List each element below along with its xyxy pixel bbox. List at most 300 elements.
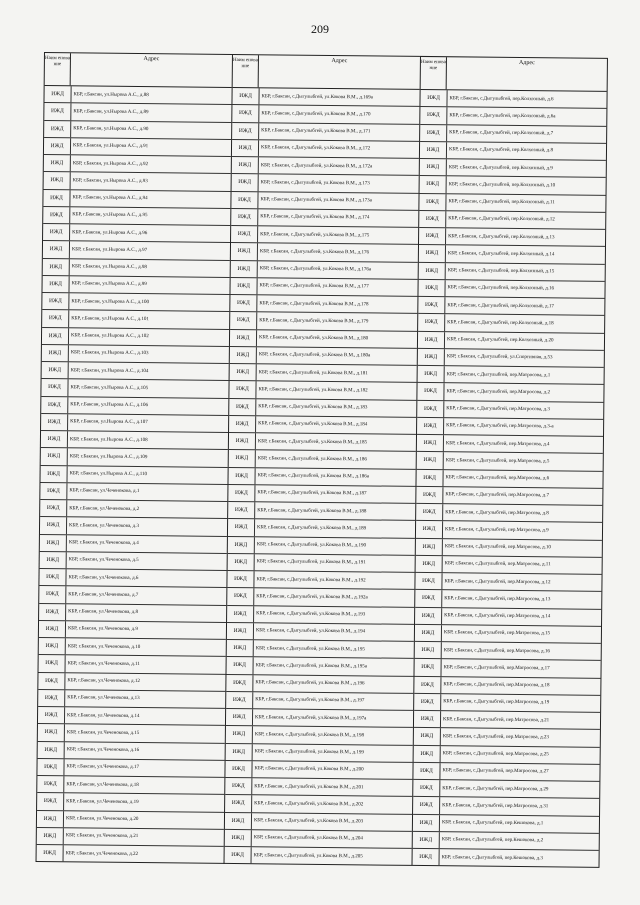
row-type: ИЖД — [44, 121, 71, 138]
table-row — [415, 590, 601, 609]
row-address: КБР, г.Баксан, с.Дыгулыбгей, ул.Кокова В.М., д.197 — [255, 697, 365, 704]
table-row — [44, 155, 231, 174]
row-type: ИЖД — [229, 398, 256, 415]
table-row — [413, 832, 599, 851]
rows-container — [37, 86, 232, 863]
row-type: ИЖД — [225, 778, 252, 795]
table-row — [225, 830, 412, 849]
table-row — [230, 329, 417, 348]
row-type: ИЖД — [420, 124, 447, 141]
table-row — [418, 297, 604, 316]
row-type: ИЖД — [40, 517, 67, 534]
row-address: КБР, г.Баксан, ул.Чеченокова, д.4 — [68, 540, 139, 547]
table-row — [39, 638, 226, 657]
row-address: КБР, г.Баксан, с.Дыгулыбгей, пер.Колхозный, д.13 — [448, 233, 555, 240]
row-type: ИЖД — [37, 776, 64, 793]
row-address: КБР, г.Баксан, с.Дыгулыбгей, ул.Кокова В.М., д.188 — [257, 507, 367, 515]
row-type: ИЖД — [415, 625, 442, 642]
table-row — [228, 502, 415, 521]
table-row — [414, 676, 600, 695]
table-row — [43, 207, 230, 226]
table-row — [419, 245, 605, 264]
row-type: ИЖД — [37, 845, 64, 862]
row-type: ИЖД — [42, 345, 69, 362]
row-type: ИЖД — [43, 190, 70, 207]
row-address: КБР, г.Баксан, с.Дыгулыбгей, ул.Кокова В.М., д.187 — [257, 490, 367, 497]
table-row — [230, 312, 417, 331]
row-type: ИЖД — [418, 280, 445, 297]
row-type: ИЖД — [227, 605, 254, 622]
row-type: ИЖД — [225, 830, 252, 847]
table-row — [413, 814, 599, 833]
row-type: ИЖД — [415, 573, 442, 590]
page-number: 209 — [311, 22, 329, 36]
table-row — [227, 571, 414, 590]
row-type: ИЖД — [42, 310, 69, 327]
row-address: КБР, г.Баксан, ул.Чеченокова, д.17 — [66, 764, 139, 771]
row-address: КБР, г.Баксан, ул.Чеченокова, д.1 — [69, 488, 140, 495]
row-address: КБР, г.Баксан, с.Дыгулыбгей, ул.Кокова В.М., д.180 — [258, 335, 369, 342]
table-row — [43, 258, 230, 277]
row-address: КБР, г.Баксан, ул.Чеченокова, д.20 — [65, 816, 139, 823]
row-type: ИЖД — [231, 226, 258, 243]
table-row — [415, 625, 601, 644]
table-row — [417, 400, 603, 419]
row-type: ИЖД — [228, 467, 255, 484]
row-type: ИЖД — [43, 241, 70, 258]
row-address: КБР, г.Баксан, с.Дыгулыбгей, ул.Кокова В.М., д.172а — [260, 162, 373, 170]
row-type: ИЖД — [39, 603, 66, 620]
table-row — [41, 379, 228, 398]
row-address: КБР, г.Баксан, с.Дыгулыбгей, пер.Матросова, д.11 — [444, 561, 551, 568]
row-type: ИЖД — [38, 690, 65, 707]
table-row — [232, 122, 419, 141]
row-type: ИЖД — [416, 556, 443, 573]
row-address: КБР, г.Баксан, с.Дыгулыбгей, ул.Кокова В.М., д.201 — [254, 783, 364, 791]
table-row — [420, 159, 606, 178]
table-row — [229, 433, 416, 452]
table-row — [41, 431, 228, 450]
row-address: КБР, г.Баксан, ул.Чеченокова, д.14 — [67, 712, 140, 719]
row-type: ИЖД — [414, 659, 441, 676]
address-register — [36, 52, 608, 868]
row-address: КБР, г.Баксан, с.Дыгулыбгей, ул.Кокова В.М., д.192а — [256, 594, 368, 601]
row-type: ИЖД — [232, 122, 259, 139]
row-address: КБР, г.Баксан, с.Дыгулыбгей, пер.Матросова, д.14 — [444, 613, 551, 620]
row-address: КБР, г.Баксан, ул.Чеченокова, д.21 — [65, 833, 139, 840]
row-address: КБР, г.Баксан, с.Дыгулыбгей, пер.Матросова, д.19 — [443, 699, 550, 706]
row-address: КБР, г.Баксан, ул.Чеченокова, д.8 — [68, 609, 139, 616]
header-address: Адрес — [331, 58, 348, 65]
table-row — [228, 536, 415, 555]
row-type: ИЖД — [232, 88, 259, 105]
table-row — [417, 418, 603, 437]
row-type: ИЖД — [417, 452, 444, 469]
row-type: ИЖД — [227, 640, 254, 657]
row-type: ИЖД — [231, 260, 258, 277]
row-address: КБР, г.Баксан, ул.Нырова А.С., д.102 — [71, 333, 149, 340]
row-address: КБР, г.Баксан, с.Дыгулыбгей, ул.Кокова В.М., д.191 — [256, 559, 366, 566]
row-address: КБР, г.Баксан, ул.Чеченокова, д.19 — [66, 799, 139, 805]
table-row — [226, 692, 413, 711]
table-row — [37, 793, 224, 812]
row-address: КБР, г.Баксан, с.Дыгулыбгей, пер.Колхозный, д.7 — [449, 130, 554, 137]
row-address: КБР, г.Баксан, с.Дыгулыбгей, ул.Кокова В.М., д.196 — [255, 680, 365, 687]
row-type: ИЖД — [414, 728, 441, 745]
row-address: КБР, г.Баксан, с.Дыгулыбгей, пер.Матросова, д.25 — [442, 751, 549, 758]
row-address: КБР, г.Баксан, с.Дыгулыбгей, ул.Спортивная, д.53 — [446, 354, 553, 361]
row-type: ИЖД — [227, 588, 254, 605]
row-address: КБР, г.Баксан, с.Дыгулыбгей, ул.Кокова В.М., д.202 — [254, 801, 364, 808]
row-type: ИЖД — [225, 847, 252, 864]
row-address: КБР, г.Баксан, с.Дыгулыбгей, ул.Кокова В.М., д.171 — [261, 128, 371, 135]
row-address: КБР, г.Баксан, с.Дыгулыбгей, ул.Кокова В.М., д.169а — [261, 93, 373, 101]
row-address: КБР, г.Баксан, с.Дыгулыбгей, ул.Кокова В.М., д.183 — [258, 404, 368, 411]
table-row — [226, 743, 413, 762]
row-address: КБР, г.Баксан, ул.Нырова А.С., д.97 — [71, 247, 148, 253]
row-address: КБР, г.Баксан, с.Дыгулыбгей, пер.Колхозный, д.12 — [448, 216, 555, 223]
table-row — [40, 483, 227, 502]
row-address: КБР, г.Баксан, с.Дыгулыбгей, пер.Колхозный, д.17 — [447, 302, 554, 309]
table-row — [416, 469, 602, 488]
row-type: ИЖД — [417, 418, 444, 435]
row-type: ИЖД — [413, 780, 440, 797]
row-type: ИЖД — [416, 521, 443, 538]
rows-container — [225, 88, 420, 865]
row-address: КБР, г.Баксан, ул.Нырова А.С., д.106 — [70, 402, 148, 409]
row-address: КБР, г.Баксан, с.Дыгулыбгей, ул.Кокова В.М., д.195 — [255, 645, 365, 653]
row-address: КБР, г.Баксан, с.Дыгулыбгей, ул.Кокова В.М., д.189 — [257, 525, 367, 532]
row-address: КБР, г.Баксан, с.Дыгулыбгей, ул.Кокова В.М., д.190 — [256, 542, 367, 549]
table-row — [42, 293, 229, 312]
table-row — [227, 640, 414, 659]
row-address: КБР, г.Баксан, с.Дыгулыбгей, ул.Кокова В.М., д.176а — [259, 266, 372, 273]
table-row — [225, 795, 412, 814]
table-row — [225, 847, 412, 865]
row-type: ИЖД — [39, 569, 66, 586]
row-address: КБР, г.Баксан, ул.Чеченокова, д.9 — [67, 626, 138, 633]
row-address: КБР, г.Баксан, ул.Чеченокова, д.18 — [66, 781, 139, 788]
row-address: КБР, г.Баксан, с.Дыгулыбгей, ул.Кокова В.М., д.198 — [254, 732, 365, 739]
row-address: КБР, г.Баксан, ул.Нырова А.С., д.101 — [71, 316, 149, 322]
row-type: ИЖД — [416, 469, 443, 486]
row-address: КБР, г.Баксан, с.Дыгулыбгей, пер.Матросова, д.3 — [446, 406, 550, 413]
table-row — [39, 569, 226, 588]
row-type: ИЖД — [416, 504, 443, 521]
row-type: ИЖД — [420, 159, 447, 176]
row-type: ИЖД — [232, 174, 259, 191]
row-address: КБР, г.Баксан, с.Дыгулыбгей, пер.Матросова, д.6 — [445, 475, 550, 482]
table-row — [226, 709, 413, 728]
row-type: ИЖД — [419, 211, 446, 228]
row-address: КБР, г.Баксан, с.Дыгулыбгей, пер.Колхозный, д.20 — [446, 337, 554, 344]
row-type: ИЖД — [37, 828, 64, 845]
row-type: ИЖД — [413, 814, 440, 831]
row-type: ИЖД — [39, 655, 66, 672]
row-type: ИЖД — [418, 297, 445, 314]
table-row — [229, 416, 416, 435]
table-row — [419, 211, 605, 230]
table-row — [229, 381, 416, 400]
table-row — [41, 414, 228, 433]
row-address: КБР, г.Баксан, с.Дыгулыбгей, ул.Кокова В.М., д.178 — [259, 300, 369, 308]
row-type: ИЖД — [42, 276, 69, 293]
table-row — [230, 295, 417, 314]
row-address: КБР, г.Баксан, с.Дыгулыбгей, пер.Матросова, д.15 — [443, 630, 551, 637]
row-address: КБР, г.Баксан, с.Дыгулыбгей, ул.Кокова В.М., д.170 — [261, 111, 371, 118]
row-type: ИЖД — [420, 142, 447, 159]
row-address: КБР, г.Баксан, с.Дыгулыбгей, пер.Колхозный, д.10 — [448, 182, 556, 189]
table-row — [40, 517, 227, 536]
row-type: ИЖД — [420, 176, 447, 193]
table-row — [231, 191, 418, 210]
row-type: ИЖД — [38, 741, 65, 758]
row-type: ИЖД — [41, 396, 68, 413]
row-address: КБР, г.Баксан, с.Дыгулыбгей, ул.Кокова В.М., д.179 — [259, 318, 369, 325]
row-address: КБР, г.Баксан, с.Дыгулыбгей, ул.Кокова В.М., д.175 — [260, 231, 370, 239]
table-row — [231, 226, 418, 245]
row-type: ИЖД — [41, 379, 68, 396]
row-type: ИЖД — [226, 674, 253, 691]
row-address: КБР, г.Баксан, ул.Чеченокова, д.3 — [69, 523, 140, 529]
row-address: КБР, г.Баксан, ул.Чеченокова, д.11 — [67, 661, 140, 667]
row-type: ИЖД — [42, 362, 69, 379]
row-type: ИЖД — [37, 759, 64, 776]
column-header — [233, 55, 420, 90]
row-address: КБР, г.Баксан, ул.Нырова А.С., д.98 — [71, 264, 147, 271]
row-type: ИЖД — [417, 383, 444, 400]
row-type: ИЖД — [419, 245, 446, 262]
column-header — [421, 57, 607, 92]
row-address: КБР, г.Баксан, с.Дыгулыбгей, ул.Кокова В.М., д.200 — [254, 766, 364, 773]
row-address: КБР, г.Баксан, с.Дыгулыбгей, пер.Матросова, д.2 — [446, 389, 551, 396]
row-type: ИЖД — [227, 657, 254, 674]
row-address: КБР, г.Баксан, ул.Нырова А.С., д.91 — [72, 143, 149, 150]
table-row — [231, 260, 418, 279]
row-type: ИЖД — [40, 500, 67, 517]
row-address: КБР, г.Баксан, с.Дыгулыбгей, пер.Матросова, д.16 — [443, 647, 550, 654]
table-row — [413, 763, 599, 782]
row-type: ИЖД — [230, 329, 257, 346]
table-row — [229, 450, 416, 469]
table-row — [228, 519, 415, 538]
row-address: КБР, г.Баксан, с.Дыгулыбгей, пер.Колхозный, д.18 — [447, 320, 554, 327]
row-address: КБР, г.Баксан, с.Дыгулыбгей, пер.Колхозный, д.9 — [448, 164, 553, 171]
row-type: ИЖД — [42, 327, 69, 344]
row-type: ИЖД — [232, 105, 259, 122]
row-address: КБР, г.Баксан, с.Дыгулыбгей, ул.Кокова В.М., д.174 — [260, 214, 370, 221]
row-address: КБР, г.Баксан, с.Дыгулыбгей, пер.Колхозный, д.15 — [447, 268, 555, 275]
row-address: КБР, г.Баксан, ул.Чеченокова, д.15 — [66, 730, 140, 736]
row-address: КБР, г.Баксан, с.Дыгулыбгей, ул.Кокова В.М., д.173 — [260, 180, 370, 187]
table-row — [225, 778, 412, 797]
row-type: ИЖД — [44, 103, 71, 120]
table-row — [44, 138, 231, 157]
table-row — [415, 642, 601, 661]
row-address: КБР, г.Баксан, с.Дыгулыбгей, ул.Кокова В.М., д.180а — [258, 352, 371, 359]
row-address: КБР, г.Баксан, ул.Нырова А.С., д.104 — [70, 367, 149, 374]
row-type: ИЖД — [231, 209, 258, 226]
table-row — [230, 364, 417, 383]
table-row — [44, 86, 231, 105]
row-address: КБР, г.Баксан, с.Дыгулыбгей, пер.Колхозный, д.6 — [449, 95, 554, 102]
table-row — [41, 396, 228, 415]
row-type: ИЖД — [228, 554, 255, 571]
row-type: ИЖД — [230, 364, 257, 381]
row-address: КБР, г.Баксан, ул.Нырова А.С., д.107 — [70, 419, 148, 426]
table-row — [43, 190, 230, 209]
row-type: ИЖД — [418, 314, 445, 331]
table-row — [37, 845, 224, 863]
row-type: ИЖД — [226, 692, 253, 709]
row-type: ИЖД — [418, 349, 445, 366]
row-address: КБР, г.Баксан, с.Дыгулыбгей, ул.Кокова В.М., д.197а — [255, 714, 367, 722]
row-address: КБР, г.Баксан, с.Дыгулыбгей, ул.Кокова В.М., д.205 — [253, 852, 363, 860]
row-address: КБР, г.Баксан, с.Дыгулыбгей, ул.Кокова В.М., д.172 — [260, 145, 371, 152]
row-type: ИЖД — [415, 607, 442, 624]
row-address: КБР, г.Баксан, ул.Нырова А.С., д.110 — [69, 471, 148, 478]
row-address: КБР, г.Баксан, ул.Чеченокова, д.6 — [68, 574, 139, 581]
table-row — [38, 741, 225, 760]
table-row — [414, 694, 600, 713]
row-type: ИЖД — [232, 157, 259, 174]
row-address: КБР, г.Баксан, ул.Нырова А.С., д.109 — [69, 454, 148, 460]
row-address: КБР, г.Баксан, с.Дыгулыбгей, пер.Матросова, д.23 — [442, 734, 549, 741]
table-row — [231, 243, 418, 262]
table-row — [230, 278, 417, 297]
row-address: КБР, г.Баксан, с.Дыгулыбгей, ул.Кокова В.М., д.193 — [256, 611, 366, 618]
row-address: КБР, г.Баксан, с.Дыгулыбгей, ул.Кокова В.М., д.199 — [254, 749, 364, 756]
row-type: ИЖД — [419, 262, 446, 279]
row-address: КБР, г.Баксан, ул.Нырова А.С., д.90 — [73, 126, 149, 133]
table-row — [228, 485, 415, 504]
row-address: КБР, г.Баксан, с.Дыгулыбгей, ул.Кокова В.М., д.195а — [255, 663, 367, 670]
table-row — [42, 327, 229, 346]
row-type: ИЖД — [41, 448, 68, 465]
row-type: ИЖД — [419, 228, 446, 245]
row-address: КБР, г.Баксан, с.Дыгулыбгей, пер.Матросова, д.29 — [442, 785, 549, 792]
row-type: ИЖД — [227, 623, 254, 640]
row-address: КБР, г.Баксан, с.Дыгулыбгей, ул.Кокова В.М., д.204 — [253, 835, 363, 842]
table-column-3 — [411, 56, 607, 868]
row-address: КБР, г.Баксан, с.Дыгулыбгей, ул.Кокова В.М., д.173а — [260, 197, 372, 204]
row-address: КБР, г.Баксан, с.Дыгулыбгей, ул.Кокова В.М., д.185 — [257, 438, 368, 446]
row-address: КБР, г.Баксан, ул.Нырова А.С., д.100 — [71, 298, 150, 305]
row-type: ИЖД — [231, 243, 258, 260]
table-row — [225, 761, 412, 780]
row-type: ИЖД — [415, 642, 442, 659]
table-column-1 — [36, 52, 232, 864]
row-type: ИЖД — [413, 797, 440, 814]
table-row — [226, 657, 413, 676]
table-row — [43, 224, 230, 243]
row-address: КБР, г.Баксан, с.Дыгулыбгей, пер.Матросова, д.7 — [445, 492, 550, 499]
row-type: ИЖД — [227, 571, 254, 588]
row-address: КБР, г.Баксан, с.Дыгулыбгей, пер.Колхозный, д.11 — [448, 199, 555, 206]
row-address: КБР, г.Баксан, ул.Чеченокова, д.2 — [69, 505, 140, 512]
table-row — [37, 810, 224, 829]
row-address: КБР, г.Баксан, с.Дыгулыбгей, пер.Колхозный, д.14 — [447, 251, 555, 258]
row-address: КБР, г.Баксан, с.Дыгулыбгей, пер.Кешокова, д.1 — [441, 820, 544, 827]
row-type: ИЖД — [41, 414, 68, 431]
row-address: КБР, г.Баксан, ул.Нырова А.С., д.105 — [70, 385, 149, 391]
table-row — [420, 107, 606, 126]
header-address: Адрес — [518, 59, 535, 67]
table-row — [228, 467, 415, 486]
row-type: ИЖД — [232, 140, 259, 157]
table-row — [41, 448, 228, 467]
header-type: Наим енова ние — [233, 55, 259, 87]
table-row — [40, 465, 227, 484]
table-row — [42, 310, 229, 329]
row-address: КБР, г.Баксан, с.Дыгулыбгей, пер.Кешокова, д.2 — [441, 837, 544, 844]
row-type: ИЖД — [43, 207, 70, 224]
row-address: КБР, г.Баксан, ул.Чеченокова, д.13 — [67, 695, 140, 702]
table-row — [418, 349, 604, 368]
row-type: ИЖД — [44, 155, 71, 172]
table-row — [226, 674, 413, 693]
table-row — [38, 707, 225, 726]
row-address: КБР, г.Баксан, ул.Чеченокова, д.12 — [67, 678, 140, 685]
row-type: ИЖД — [420, 90, 447, 107]
table-row — [420, 124, 606, 143]
table-row — [40, 534, 227, 553]
row-type: ИЖД — [420, 107, 447, 124]
row-type: ИЖД — [39, 621, 66, 638]
table-row — [414, 728, 600, 747]
table-row — [418, 280, 604, 299]
table-row — [413, 797, 599, 816]
row-address: КБР, г.Баксан, ул.Чеченокова, д.10 — [67, 643, 141, 650]
table-row — [414, 745, 600, 764]
row-address: КБР, г.Баксан, с.Дыгулыбгей, пер.Кешокова, д.3 — [441, 854, 543, 861]
table-row — [44, 172, 231, 191]
row-address: КБР, г.Баксан, с.Дыгулыбгей, пер.Матросова, д.18 — [443, 682, 550, 689]
row-type: ИЖД — [40, 483, 67, 500]
row-address: КБР, г.Баксан, с.Дыгулыбгей, ул.Кокова В.М., д.194 — [255, 628, 366, 635]
row-type: ИЖД — [230, 347, 257, 364]
table-row — [232, 140, 419, 159]
table-row — [420, 90, 606, 109]
table-row — [418, 314, 604, 333]
table-row — [38, 724, 225, 743]
table-row — [227, 588, 414, 607]
row-address: КБР, г.Баксан, с.Дыгулыбгей, ул.Кокова В.М., д.186а — [257, 473, 369, 480]
row-address: КБР, г.Баксан, с.Дыгулыбгей, пер.Матросова, д.21 — [443, 716, 550, 723]
row-type: ИЖД — [418, 331, 445, 348]
table-row — [420, 176, 606, 195]
row-address: КБР, г.Баксан, с.Дыгулыбгей, пер.Матросова, д.8 — [445, 509, 549, 516]
table-row — [39, 655, 226, 674]
row-address: КБР, г.Баксан, ул.Чеченокова, д.22 — [65, 850, 139, 857]
row-address: КБР, г.Баксан, с.Дыгулыбгей, пер.Матросова, д.12 — [444, 578, 551, 585]
row-type: ИЖД — [41, 431, 68, 448]
row-type: ИЖД — [40, 465, 67, 482]
row-type: ИЖД — [230, 312, 257, 329]
table-row — [39, 603, 226, 622]
table-row — [43, 241, 230, 260]
row-type: ИЖД — [413, 763, 440, 780]
row-type: ИЖД — [229, 450, 256, 467]
header-type: Наим енова ние — [421, 57, 447, 89]
table-row — [414, 659, 600, 678]
table-row — [232, 105, 419, 124]
row-type: ИЖД — [228, 502, 255, 519]
row-address: КБР, г.Баксан, с.Дыгулыбгей, пер.Матросова, д.9 — [444, 527, 549, 534]
table-row — [42, 362, 229, 381]
row-address: КБР, г.Баксан, с.Дыгулыбгей, пер.Колхозный, д.6а — [449, 113, 556, 120]
column-header — [45, 53, 232, 88]
